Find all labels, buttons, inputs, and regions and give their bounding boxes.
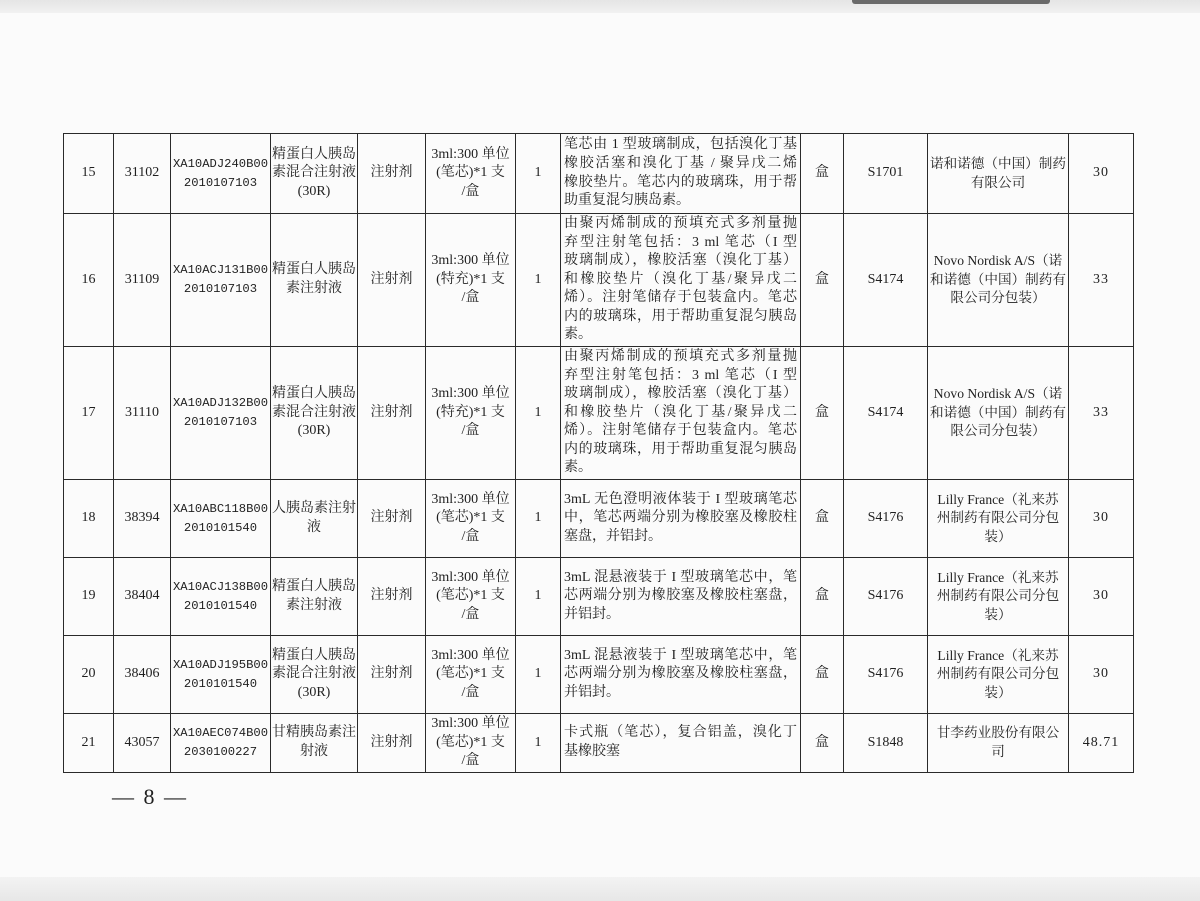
company-name-text: Lilly France（礼来苏 xyxy=(937,491,1059,507)
seq-number-cell xyxy=(64,714,114,773)
company-code-cell xyxy=(844,214,928,347)
price-cell xyxy=(1069,480,1134,558)
package-unit-cell xyxy=(801,480,844,558)
drug-name-text: 素注射液 xyxy=(286,281,342,296)
drug-name-text: (30R) xyxy=(297,183,331,199)
seq-number-text: 18 xyxy=(81,510,96,526)
price-text: 30 xyxy=(1093,510,1109,526)
conversion-ratio-cell xyxy=(516,714,561,773)
company-name-cell xyxy=(928,558,1069,636)
drug-code-cell xyxy=(171,214,271,347)
product-code-cell xyxy=(114,347,171,480)
specification-cell xyxy=(426,214,516,347)
drug-code-text: 2030100227 xyxy=(183,745,258,759)
price-cell xyxy=(1069,134,1134,214)
drug-name-cell xyxy=(271,347,358,480)
drug-name-text: 素注射液 xyxy=(286,597,342,613)
packaging-material-text: 基橡胶塞 xyxy=(564,744,620,759)
drug-name-cell xyxy=(271,558,358,636)
package-unit-cell xyxy=(801,347,844,480)
conversion-ratio-cell xyxy=(516,636,561,714)
conversion-ratio-cell xyxy=(516,214,561,347)
drug-code-text: XA10ADJ132B00 xyxy=(172,396,269,411)
product-table xyxy=(63,133,1134,773)
specification-text: /盒 xyxy=(461,528,480,544)
table-row xyxy=(64,214,1134,347)
company-name-cell xyxy=(928,214,1069,347)
drug-code-text: XA10AEC074B00 xyxy=(172,726,269,741)
company-name-text: 装） xyxy=(984,684,1012,700)
packaging-material-text: 由聚丙烯制成的预填充式多剂量抛 xyxy=(564,215,797,231)
dosage-form-cell xyxy=(358,480,426,558)
specification-cell xyxy=(426,636,516,714)
drug-name-text: 液 xyxy=(307,519,321,535)
drug-code-text: XA10ADJ195B00 xyxy=(172,657,269,672)
packaging-material-cell xyxy=(561,347,801,480)
price-cell xyxy=(1069,214,1134,347)
company-name-text: Lilly France（礼来苏 xyxy=(937,569,1059,585)
product-code-cell xyxy=(114,558,171,636)
specification-text: /盒 xyxy=(461,753,480,769)
package-unit-text: 盒 xyxy=(815,404,829,420)
company-name-cell xyxy=(928,134,1069,214)
company-name-text: 限公司分包装） xyxy=(950,290,1046,306)
packaging-material-text: 助重复混匀胰岛素。 xyxy=(564,193,690,209)
table-row xyxy=(64,480,1134,558)
conversion-ratio-cell xyxy=(516,347,561,480)
dosage-form-cell xyxy=(358,636,426,714)
dosage-form-text: 注射剂 xyxy=(370,734,413,750)
price-cell xyxy=(1069,347,1134,480)
conversion-ratio-text: 1 xyxy=(534,666,542,682)
specification-text: 3ml:300 单位 xyxy=(431,647,510,663)
price-cell xyxy=(1069,714,1134,773)
specification-text: 3ml:300 单位 xyxy=(431,491,510,507)
packaging-material-text: 烯）。注射笔储存于包装盒内。笔芯 xyxy=(564,290,797,306)
packaging-material-text: 并铝封。 xyxy=(564,606,620,622)
company-name-text: 甘李药业股份有限公 xyxy=(936,725,1060,741)
packaging-material-text: 卡式瓶（笔芯），复合铝盖，溴化丁 xyxy=(564,725,797,741)
packaging-material-text: 玻璃制成），橡胶活塞（溴化丁基） xyxy=(564,386,797,402)
specification-cell xyxy=(426,480,516,558)
drug-code-cell xyxy=(171,347,271,480)
drug-name-cell xyxy=(271,714,358,773)
packaging-material-text: 3mL 混悬液装于 I 型玻璃笔芯中，笔 xyxy=(564,647,797,663)
dosage-form-cell xyxy=(358,558,426,636)
company-code-text: S4176 xyxy=(867,588,904,604)
dosage-form-text: 注射剂 xyxy=(370,510,413,526)
specification-text: /盒 xyxy=(461,183,480,199)
company-name-text: 装） xyxy=(984,528,1012,544)
specification-cell xyxy=(426,558,516,636)
package-unit-text: 盒 xyxy=(815,165,829,181)
drug-code-text: 2010101540 xyxy=(183,676,258,691)
packaging-material-text: 内的玻璃珠，用于帮助重复混匀胰岛 xyxy=(564,308,797,324)
drug-code-text: 2010101540 xyxy=(183,598,258,613)
packaging-material-text: 并铝封。 xyxy=(564,684,620,700)
specification-text: /盒 xyxy=(461,606,480,622)
drug-code-text: XA10ADJ240B00 xyxy=(172,156,269,171)
price-text: 30 xyxy=(1093,165,1109,181)
specification-text: (笔芯)*1 支 xyxy=(436,165,505,181)
company-name-text: Novo Nordisk A/S（诺 xyxy=(933,386,1063,402)
company-name-text: Novo Nordisk A/S（诺 xyxy=(933,253,1063,269)
package-unit-text: 盒 xyxy=(815,271,829,287)
product-code-text: 31102 xyxy=(124,165,160,181)
specification-text: (特充)*1 支 xyxy=(436,271,505,287)
seq-number-cell xyxy=(64,134,114,214)
scan-top-shadow-bar xyxy=(852,0,1050,4)
drug-code-cell xyxy=(171,636,271,714)
packaging-material-cell xyxy=(561,134,801,214)
drug-name-cell xyxy=(271,480,358,558)
product-code-text: 38404 xyxy=(124,588,160,604)
packaging-material-text: 素。 xyxy=(564,460,592,476)
packaging-material-cell xyxy=(561,714,801,773)
company-code-cell xyxy=(844,558,928,636)
drug-code-cell xyxy=(171,134,271,214)
seq-number-text: 20 xyxy=(81,666,96,682)
company-name-text: 和诺德（中国）制药有 xyxy=(930,271,1066,287)
packaging-material-cell xyxy=(561,480,801,558)
drug-code-text: 2010107103 xyxy=(183,415,258,429)
drug-name-text: 精蛋白人胰岛 xyxy=(272,578,356,594)
packaging-material-cell xyxy=(561,214,801,347)
packaging-material-text: 笔芯由 1 型玻璃制成，包括溴化丁基 xyxy=(564,137,797,153)
package-unit-cell xyxy=(801,714,844,773)
company-name-text: 限公司分包装） xyxy=(950,423,1046,439)
conversion-ratio-text: 1 xyxy=(534,734,542,750)
packaging-material-text: 由聚丙烯制成的预填充式多剂量抛 xyxy=(564,348,797,364)
drug-name-text: 素混合注射液 xyxy=(272,666,356,682)
price-text: 48.71 xyxy=(1082,734,1120,750)
table-row xyxy=(64,636,1134,714)
specification-text: (笔芯)*1 支 xyxy=(436,734,505,750)
specification-text: /盒 xyxy=(461,423,480,439)
seq-number-cell xyxy=(64,214,114,347)
scan-bottom-edge xyxy=(0,877,1200,901)
dosage-form-text: 注射剂 xyxy=(370,271,413,287)
company-code-cell xyxy=(844,347,928,480)
package-unit-text: 盒 xyxy=(815,734,829,750)
price-text: 33 xyxy=(1093,271,1109,287)
product-code-cell xyxy=(114,636,171,714)
packaging-material-text: 玻璃制成），橡胶活塞（溴化丁基） xyxy=(564,253,797,269)
drug-name-cell xyxy=(271,134,358,214)
table-row xyxy=(64,714,1134,773)
specification-text: 3ml:300 单位 xyxy=(431,569,510,585)
dosage-form-cell xyxy=(358,347,426,480)
specification-cell xyxy=(426,714,516,773)
specification-text: 3ml:300 单位 xyxy=(431,253,510,269)
packaging-material-text: 芯两端分别为橡胶塞及橡胶柱塞盘， xyxy=(564,588,797,604)
specification-text: 3ml:300 单位 xyxy=(431,386,510,402)
drug-name-text: (30R) xyxy=(297,684,331,700)
specification-text: /盒 xyxy=(461,684,480,700)
seq-number-cell xyxy=(64,347,114,480)
dosage-form-cell xyxy=(358,214,426,347)
drug-code-cell xyxy=(171,714,271,773)
packaging-material-text: 和橡胶垫片（溴化丁基/聚异戊二 xyxy=(564,271,797,287)
seq-number-text: 19 xyxy=(81,588,96,604)
seq-number-text: 15 xyxy=(81,165,96,181)
product-code-cell xyxy=(114,214,171,347)
company-code-cell xyxy=(844,714,928,773)
drug-name-text: 精蛋白人胰岛 xyxy=(272,262,356,278)
drug-code-text: 2010107103 xyxy=(183,282,258,296)
package-unit-cell xyxy=(801,214,844,347)
packaging-material-cell xyxy=(561,636,801,714)
packaging-material-text: 塞盘，并铝封。 xyxy=(564,528,662,544)
packaging-material-text: 中，笔芯两端分别为橡胶塞及橡胶柱 xyxy=(564,510,797,526)
company-name-cell xyxy=(928,480,1069,558)
table-row xyxy=(64,558,1134,636)
price-text: 30 xyxy=(1093,666,1109,682)
package-unit-text: 盒 xyxy=(815,588,829,604)
drug-name-text: 精蛋白人胰岛 xyxy=(272,386,356,402)
drug-name-text: 人胰岛素注射 xyxy=(272,500,356,516)
packaging-material-text: 橡胶垫片。笔芯内的玻璃珠，用于帮 xyxy=(564,174,797,190)
conversion-ratio-cell xyxy=(516,480,561,558)
product-code-text: 38406 xyxy=(124,666,160,682)
packaging-material-text: 弃型注射笔包括：3 ml 笔芯（I 型 xyxy=(564,234,797,250)
packaging-material-text: 内的玻璃珠，用于帮助重复混匀胰岛 xyxy=(564,441,797,457)
dosage-form-text: 注射剂 xyxy=(370,588,413,604)
company-code-cell xyxy=(844,636,928,714)
specification-text: (笔芯)*1 支 xyxy=(436,510,505,526)
drug-name-text: 素混合注射液 xyxy=(272,404,356,420)
company-name-cell xyxy=(928,636,1069,714)
dosage-form-cell xyxy=(358,714,426,773)
drug-code-text: 2010107103 xyxy=(183,175,258,190)
product-code-cell xyxy=(114,480,171,558)
company-name-cell xyxy=(928,714,1069,773)
drug-name-text: 精蛋白人胰岛 xyxy=(272,146,356,162)
specification-text: (特充)*1 支 xyxy=(436,404,505,420)
seq-number-cell xyxy=(64,636,114,714)
company-name-text: 装） xyxy=(984,606,1012,622)
dosage-form-cell xyxy=(358,134,426,214)
specification-cell xyxy=(426,347,516,480)
price-text: 30 xyxy=(1093,588,1109,604)
table-row xyxy=(64,347,1134,480)
company-code-text: S4176 xyxy=(867,666,904,682)
product-code-text: 31110 xyxy=(125,404,159,420)
drug-name-cell xyxy=(271,636,358,714)
product-code-text: 43057 xyxy=(124,734,160,750)
company-name-text: 和诺德（中国）制药有 xyxy=(930,404,1066,420)
product-code-cell xyxy=(114,134,171,214)
package-unit-cell xyxy=(801,636,844,714)
packaging-material-text: 橡胶活塞和溴化丁基 / 聚异戊二烯 xyxy=(564,155,797,171)
company-name-cell xyxy=(928,347,1069,480)
conversion-ratio-cell xyxy=(516,558,561,636)
table-row xyxy=(64,134,1134,214)
company-name-text: Lilly France（礼来苏 xyxy=(937,647,1059,663)
drug-name-text: 素混合注射液 xyxy=(272,165,356,181)
company-name-text: 有限公司 xyxy=(970,174,1026,190)
package-unit-text: 盒 xyxy=(815,666,829,682)
package-unit-text: 盒 xyxy=(815,510,829,526)
dosage-form-text: 注射剂 xyxy=(370,165,413,181)
packaging-material-text: 弃型注射笔包括：3 ml 笔芯（I 型 xyxy=(564,367,797,383)
drug-name-text: (30R) xyxy=(297,423,331,439)
packaging-material-text: 素。 xyxy=(564,327,592,343)
packaging-material-text: 芯两端分别为橡胶塞及橡胶柱塞盘， xyxy=(564,666,797,682)
seq-number-cell xyxy=(64,558,114,636)
page-number: — 8 — xyxy=(112,784,188,809)
company-code-cell xyxy=(844,134,928,214)
price-text: 33 xyxy=(1093,404,1109,420)
packaging-material-text: 烯）。注射笔储存于包装盒内。笔芯 xyxy=(564,423,797,439)
company-code-cell xyxy=(844,480,928,558)
drug-code-text: XA10ACJ138B00 xyxy=(172,579,269,594)
seq-number-text: 17 xyxy=(81,404,96,420)
package-unit-cell xyxy=(801,134,844,214)
packaging-material-text: 和橡胶垫片（溴化丁基/聚异戊二 xyxy=(564,404,797,420)
company-code-text: S1848 xyxy=(867,734,904,750)
company-name-text: 州制药有限公司分包 xyxy=(936,588,1060,604)
dosage-form-text: 注射剂 xyxy=(370,404,413,420)
company-code-text: S4174 xyxy=(867,404,904,420)
package-unit-cell xyxy=(801,558,844,636)
product-code-cell xyxy=(114,714,171,773)
drug-name-cell xyxy=(271,214,358,347)
drug-code-text: XA10ACJ131B00 xyxy=(172,263,269,278)
conversion-ratio-text: 1 xyxy=(534,510,542,526)
drug-code-cell xyxy=(171,480,271,558)
packaging-material-text: 3mL 混悬液装于 I 型玻璃笔芯中，笔 xyxy=(564,569,797,585)
company-code-text: S1701 xyxy=(867,165,904,181)
drug-code-text: XA10ABC118B00 xyxy=(172,501,269,516)
dosage-form-text: 注射剂 xyxy=(370,666,413,682)
drug-name-text: 甘精胰岛素注 xyxy=(272,725,356,741)
seq-number-cell xyxy=(64,480,114,558)
packaging-material-cell xyxy=(561,558,801,636)
packaging-material-text: 3mL 无色澄明液体装于 I 型玻璃笔芯 xyxy=(564,491,797,507)
conversion-ratio-text: 1 xyxy=(534,404,542,420)
company-name-text: 州制药有限公司分包 xyxy=(936,666,1060,682)
company-code-text: S4174 xyxy=(867,271,904,287)
company-code-text: S4176 xyxy=(867,510,904,526)
company-name-text: 司 xyxy=(991,744,1005,759)
product-code-text: 31109 xyxy=(124,271,160,287)
drug-name-text: 精蛋白人胰岛 xyxy=(272,647,356,663)
company-name-text: 州制药有限公司分包 xyxy=(936,510,1060,526)
specification-text: /盒 xyxy=(461,290,480,306)
specification-text: 3ml:300 单位 xyxy=(431,716,510,732)
specification-cell xyxy=(426,134,516,214)
price-cell xyxy=(1069,636,1134,714)
drug-name-text: 射液 xyxy=(300,744,328,759)
seq-number-text: 21 xyxy=(81,734,96,750)
product-code-text: 38394 xyxy=(124,510,160,526)
specification-text: (笔芯)*1 支 xyxy=(436,666,505,682)
price-cell xyxy=(1069,558,1134,636)
conversion-ratio-text: 1 xyxy=(534,165,542,181)
specification-text: 3ml:300 单位 xyxy=(431,146,510,162)
product-table-body xyxy=(64,134,1134,773)
drug-code-cell xyxy=(171,558,271,636)
conversion-ratio-cell xyxy=(516,134,561,214)
conversion-ratio-text: 1 xyxy=(534,588,542,604)
drug-code-text: 2010101540 xyxy=(183,520,258,535)
conversion-ratio-text: 1 xyxy=(534,271,542,287)
company-name-text: 诺和诺德（中国）制药 xyxy=(930,155,1066,171)
specification-text: (笔芯)*1 支 xyxy=(436,588,505,604)
seq-number-text: 16 xyxy=(81,271,96,287)
